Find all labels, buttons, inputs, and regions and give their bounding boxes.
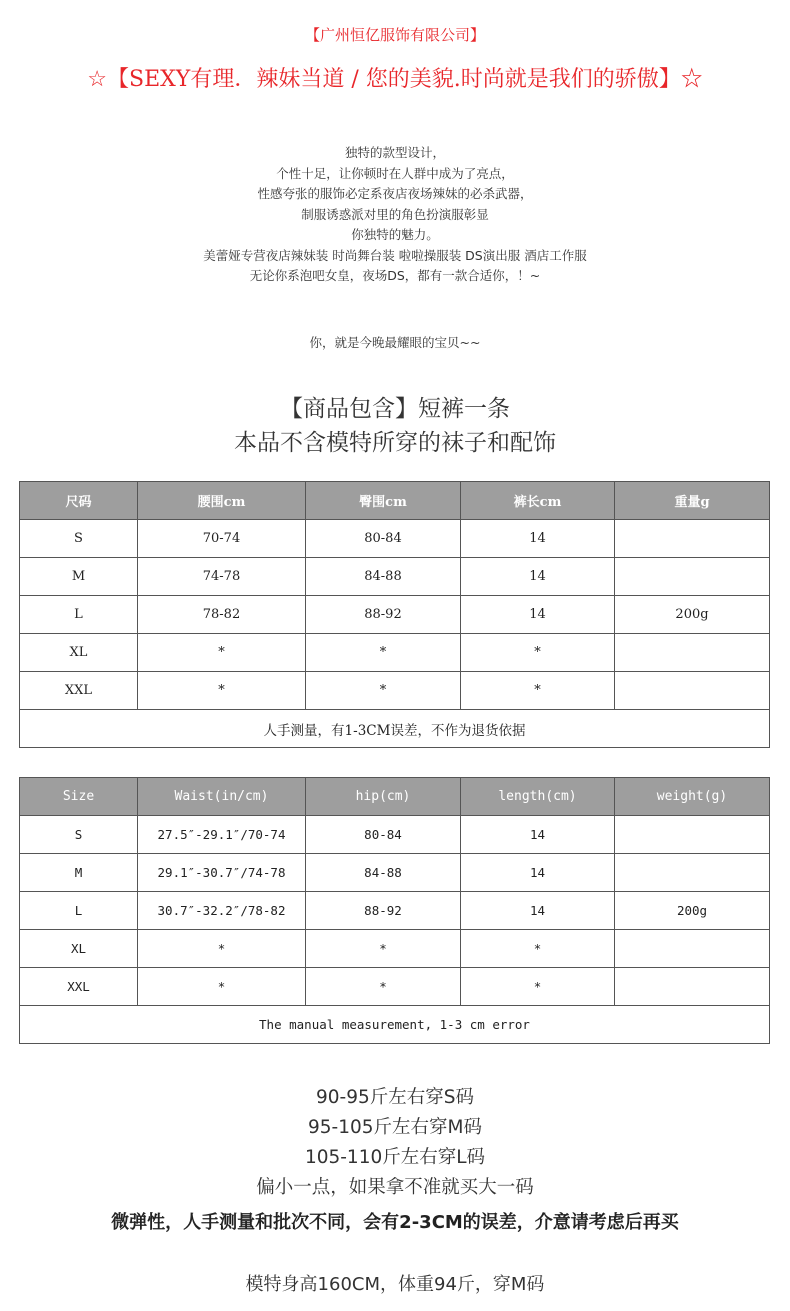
header-waist: 腰围cm (138, 482, 306, 520)
cell-waist: * (138, 930, 306, 968)
cell-waist: 30.7″-32.2″/78-82 (138, 892, 306, 930)
intro-text (0, 143, 790, 287)
cell-size: XXL (20, 968, 138, 1006)
cell-length: 14 (461, 520, 615, 558)
cell-hip: * (306, 968, 461, 1006)
header-size: 尺码 (20, 482, 138, 520)
slogan: ☆【SEXY有理．辣妹当道 / 您的美貌.时尚就是我们的骄傲】☆ (87, 67, 703, 92)
table-row (20, 520, 770, 558)
table-row (20, 930, 770, 968)
header-weight: weight(g) (615, 778, 770, 816)
intro-line: 个性十足，让你顿时在人群中成为了亮点， (276, 165, 514, 181)
header-weight: 重量g (615, 482, 770, 520)
elasticity-notice: 微弹性，人手测量和批次不同，会有2-3CM的误差，介意请考虑后再买 (111, 1212, 679, 1233)
cell-length: * (461, 968, 615, 1006)
guide-line: 90-95斤左右穿S码 (315, 1087, 474, 1108)
table-row (20, 596, 770, 634)
cell-waist: 70-74 (138, 520, 306, 558)
intro-line: 你独特的魅力。 (351, 227, 439, 242)
table-row (20, 634, 770, 672)
size-table-english (19, 777, 770, 1044)
table-note-row (20, 710, 770, 748)
header-size: Size (20, 778, 138, 816)
cell-weight (615, 672, 770, 710)
package-exclusions: 本品不含模特所穿的袜子和配饰 (234, 430, 556, 456)
table-row (20, 892, 770, 930)
cell-hip: 80-84 (306, 520, 461, 558)
table-row (20, 854, 770, 892)
cell-length: 14 (461, 558, 615, 596)
guide-line: 偏小一点，如果拿不准就买大一码 (256, 1177, 534, 1198)
cell-waist: 74-78 (138, 558, 306, 596)
cell-hip: 88-92 (306, 892, 461, 930)
guide-line: 95-105斤左右穿M码 (308, 1117, 482, 1138)
cell-weight (615, 634, 770, 672)
cell-length: 14 (461, 816, 615, 854)
header-hip: 臀围cm (306, 482, 461, 520)
size-guide (0, 1083, 790, 1203)
cell-length: * (461, 634, 615, 672)
cell-weight: 200g (615, 596, 770, 634)
measurement-note: The manual measurement, 1-3 cm error (20, 1006, 770, 1044)
intro-line: 性感夸张的服饰必定系夜店夜场辣妹的必杀武器， (257, 186, 533, 201)
cell-waist: 78-82 (138, 596, 306, 634)
company-name: 【广州恒亿服饰有限公司】 (304, 26, 485, 44)
cell-size: XXL (20, 672, 138, 710)
cell-weight (615, 968, 770, 1006)
cell-length: * (461, 672, 615, 710)
package-contents: 【商品包含】短裤一条 (280, 396, 510, 422)
measurement-note: 人手测量，有1-3CM误差，不作为退货依据 (20, 710, 770, 748)
table-row (20, 816, 770, 854)
table-header-row (20, 482, 770, 520)
cell-size: XL (20, 634, 138, 672)
table-row (20, 672, 770, 710)
header-hip: hip(cm) (306, 778, 461, 816)
cell-size: M (20, 558, 138, 596)
intro-line: 制服诱惑派对里的角色扮演服彰显 (301, 206, 489, 222)
model-info: 模特身高160CM，体重94斤，穿M码 (245, 1274, 545, 1295)
table-note-row (20, 1006, 770, 1044)
cell-waist: * (138, 968, 306, 1006)
cell-length: 14 (461, 854, 615, 892)
table-row (20, 968, 770, 1006)
cell-waist: 29.1″-30.7″/74-78 (138, 854, 306, 892)
tagline: 你，就是今晚最耀眼的宝贝~~ (309, 335, 481, 350)
cell-waist: 27.5″-29.1″/70-74 (138, 816, 306, 854)
cell-waist: * (138, 672, 306, 710)
cell-weight (615, 816, 770, 854)
header-length: 裤长cm (461, 482, 615, 520)
cell-weight (615, 558, 770, 596)
cell-weight: 200g (615, 892, 770, 930)
size-table-chinese (19, 481, 770, 748)
header-length: length(cm) (461, 778, 615, 816)
cell-size: S (20, 520, 138, 558)
cell-size: L (20, 892, 138, 930)
intro-line: 美蕾娅专营夜店辣妹装 时尚舞台装 啦啦操服装 DS演出服 酒店工作服 (203, 247, 587, 263)
cell-length: 14 (461, 596, 615, 634)
cell-weight (615, 520, 770, 558)
cell-weight (615, 854, 770, 892)
cell-hip: * (306, 634, 461, 672)
cell-hip: 88-92 (306, 596, 461, 634)
cell-size: M (20, 854, 138, 892)
cell-hip: 84-88 (306, 558, 461, 596)
guide-line: 105-110斤左右穿L码 (304, 1147, 486, 1168)
cell-hip: * (306, 930, 461, 968)
table-row (20, 558, 770, 596)
cell-weight (615, 930, 770, 968)
cell-hip: * (306, 672, 461, 710)
cell-hip: 84-88 (306, 854, 461, 892)
table-header-row (20, 778, 770, 816)
cell-size: XL (20, 930, 138, 968)
cell-hip: 80-84 (306, 816, 461, 854)
intro-line: 独特的款型设计， (344, 145, 445, 160)
cell-length: 14 (461, 892, 615, 930)
cell-size: S (20, 816, 138, 854)
intro-line: 无论你系泡吧女皇，夜场DS，都有一款合适你，！~ (249, 268, 541, 283)
header-waist: Waist(in/cm) (138, 778, 306, 816)
cell-waist: * (138, 634, 306, 672)
cell-size: L (20, 596, 138, 634)
cell-length: * (461, 930, 615, 968)
